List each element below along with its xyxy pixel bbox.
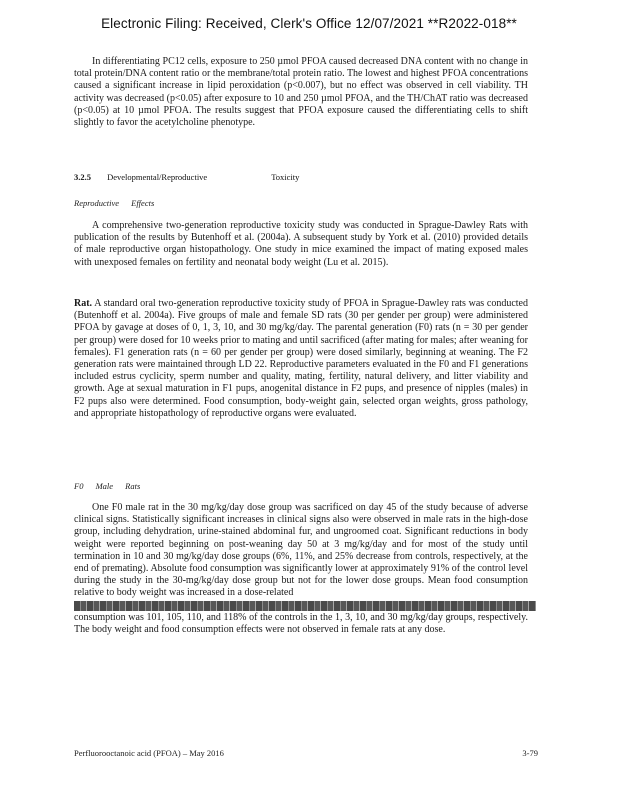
paragraph-f0-male-findings <box>74 502 528 636</box>
page-footer <box>74 748 538 758</box>
subsection-word: Rats <box>125 481 141 491</box>
paragraph-text-continued: consumption was 101, 105, 110, and 118% of the controls in the 1, 3, 10, and 30 mg/kg/day groups, respectively. The body weight and food consumption effects were not observed in female rats at any dose. <box>74 611 528 635</box>
section-heading <box>74 172 299 182</box>
footer-document-title: Perfluorooctanoic acid (PFOA) – May 2016 <box>74 748 224 758</box>
subsection-word: Male <box>95 481 114 491</box>
paragraph-body <box>74 298 528 420</box>
paragraph-lead: Rat. <box>74 298 93 309</box>
paragraph-text: In differentiating PC12 cells, exposure to 250 µmol PFOA caused decreased DNA content with no change in total protein/DNA content ratio or the membrane/total protein ratio. The lowest and highest PFOA concentrations caused a significant increase in lipid peroxidation (p<0.007), but no effect was observed in cell viability. TH activity was decreased (p<0.05) after exposure to 10 and 250 µmol PFOA, and the TH/ChAT ratio was decreased (p<0.05) at 10 µmol PFOA. The results suggest that PFOA exposure caused the differentiating cells to shift slightly to favor the acetylcholine phenotype. <box>74 56 528 129</box>
paragraph-rat-study <box>74 298 528 420</box>
paragraph-text: One F0 male rat in the 30 mg/kg/day dose group was sacrificed on day 45 of the study because of adverse clinical signs. Statistically significant increases in clinical signs also were observed in male rats in the high-dose group, including dehydration, urine-stained abdominal fur, and ungroomed coat. Significant reductions in body weight were reported beginning on post-weaning day 50 at 3 mg/kg/day and for most of the study until termination in 10 and 30 mg/kg/day dose groups (6%, 11%, and 25% decrease from controls, respectively, at the end of premating). Absolute food consumption was significantly lower at approximately 91% of the control level during the study in the 30-mg/kg/day dose group but not for the lower dose groups. Mean food consumption relative to body weight was increased in a dose-related <box>74 502 528 599</box>
subsection-word: F0 <box>74 481 84 491</box>
subsection-word: Reproductive <box>74 198 119 208</box>
section-title-suffix: Toxicity <box>271 172 300 182</box>
subsection-heading-reproductive-effects <box>74 198 164 208</box>
paragraph-text: A comprehensive two-generation reproductive toxicity study was conducted in Sprague-Dawley Rats with publication of the results by Butenhoff et al. (2004a). A subsequent study by York et al. (2010) provided details of male reproductive organ histopathology. One study in mice examined the impact of mating exposed males with unexposed females on fertility and neonatal body weight (Lu et al. 2015). <box>74 220 528 268</box>
section-number: 3.2.5 <box>74 172 91 182</box>
filing-header: Electronic Filing: Received, Clerk's Office 12/07/2021 **R2022-018** <box>101 16 517 31</box>
paragraph-text: A standard oral two-generation reproductive toxicity study of PFOA in Sprague-Dawley rats was conducted (Butenhoff et al. 2004a). Five groups of male and female SD rats (30 per gender per group) were administered PFOA by gavage at doses of 0, 1, 3, 10, and 30 mg/kg/day. The parental generation (F0) rats (n = 30 per gender per group) were dosed for 10 weeks prior to mating and until sacrificed (after mating for males; after weaning for females). F1 generation rats (n = 60 per gender per group) were dosed similarly, beginning at weaning. The F2 generation rats were maintained through LD 22. Reproductive parameters evaluated in the F0 and F1 generations included estrus cyclicity, sperm number and quality, mating, fertility, natural delivery, and litter viability and growth. Age at sexual maturation in F1 pups, anogenital distance in F2 pups, and presence of nipples (males) in F2 pups also were determined. Food consumption, body-weight gain, selected organ weights, gross pathology, and appropriate histopathology of reproductive organs were evaluated. <box>74 298 528 419</box>
subsection-word: Effects <box>131 198 155 208</box>
page-number: 3-79 <box>522 748 538 758</box>
paragraph-pc12-cells <box>74 56 528 129</box>
garbled-text-line <box>74 601 536 611</box>
paragraph-two-generation-study <box>74 220 528 269</box>
subsection-heading-f0-male-rats <box>74 481 150 491</box>
section-title: Developmental/Reproductive <box>107 172 208 182</box>
